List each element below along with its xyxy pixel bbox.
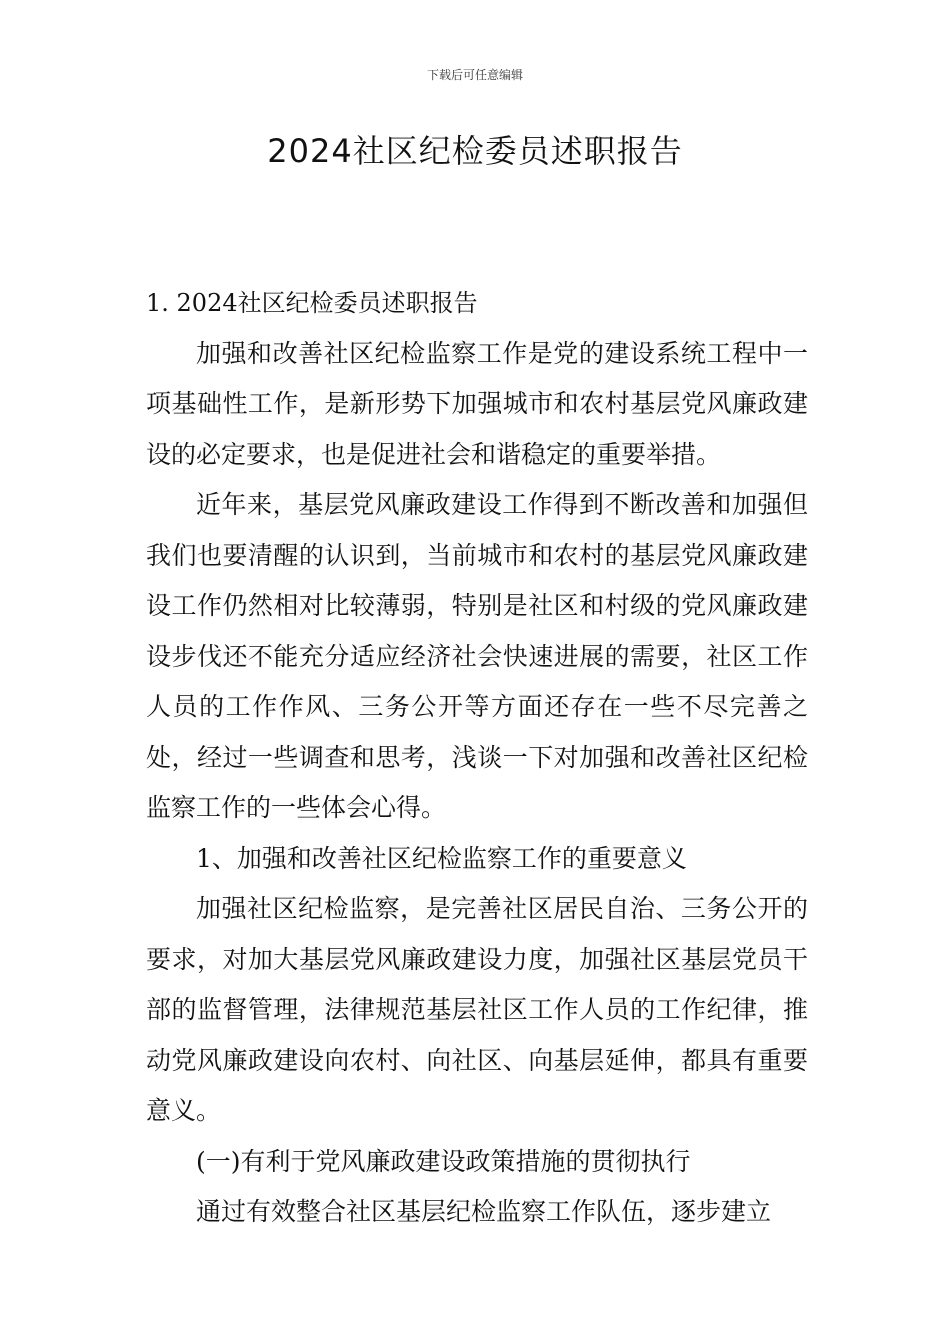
document-title: 2024社区纪检委员述职报告: [267, 132, 683, 170]
subsection-heading: 1、加强和改善社区纪检监察工作的重要意义: [196, 843, 687, 873]
paragraph: 通过有效整合社区基层纪检监察工作队伍，逐步建立: [196, 1197, 772, 1226]
document-body: [146, 278, 808, 1238]
header-note: 下载后可任意编辑: [426, 68, 523, 82]
subsection-heading: (一)有利于党风廉政建设政策措施的贯彻执行: [196, 1146, 691, 1176]
section-heading: 1. 2024社区纪检委员述职报告: [146, 289, 478, 317]
paragraph: 近年来，基层党风廉政建设工作得到不断改善和加强但我们也要清醒的认识到，当前城市和农村的基层党风廉政建设工作仍然相对比较薄弱，特别是社区和村级的党风廉政建设步伐还不能充分适应经济社会快速进展的需要，社区工作人员的工作作风、三务公开等方面还存在一些不尽完善之处，经过一些调查和思考，浅谈一下对加强和改善社区纪检监察工作的一些体会心得。: [146, 490, 808, 822]
paragraph: 加强社区纪检监察，是完善社区居民自治、三务公开的要求，对加大基层党风廉政建设力度，加强社区基层党员干部的监督管理，法律规范基层社区工作人员的工作纪律，推动党风廉政建设向农村、向社区、向基层延伸，都具有重要意义。: [146, 894, 808, 1125]
paragraph: 加强和改善社区纪检监察工作是党的建设系统工程中一项基础性工作，是新形势下加强城市和农村基层党风廉政建设的必定要求，也是促进社会和谐稳定的重要举措。: [146, 338, 808, 469]
